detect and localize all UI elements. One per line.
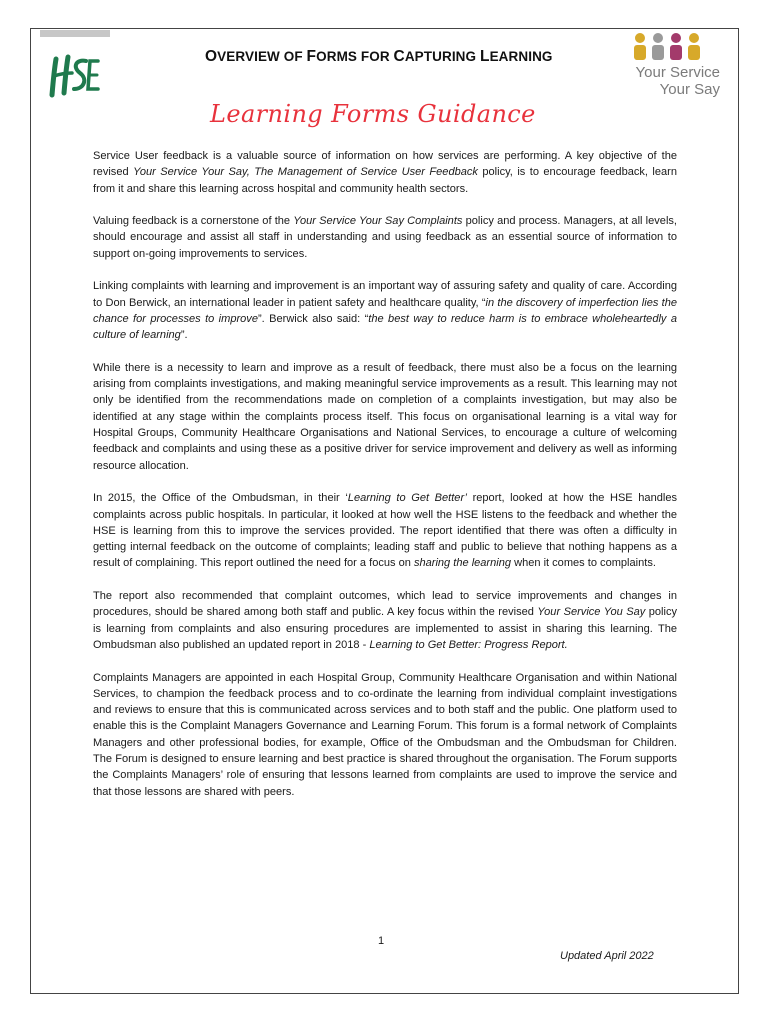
emphasis-text: the best way to reduce harm is to embrace wholeheartedly a culture of learning — [93, 312, 677, 342]
paragraph — [93, 670, 677, 800]
hse-logo — [40, 30, 110, 100]
emphasis-text: sharing the learning — [413, 557, 512, 570]
text-run: Service User feedback is a valuable source of information on how services are performing. A key objective of the revised — [93, 150, 677, 179]
text-run: policy is learning from complaints and also ensuring procedures are implemented to assist in sharing this learning. The Ombudsman also published an updated report in 2018 - — [93, 606, 678, 651]
text-run: policy and process. Managers, at all levels, should encourage and assist all staff in understanding and using feedback as an essential source of information to support on-going improvements to services. — [93, 215, 677, 260]
guidance-title: Learning Forms Guidance — [210, 100, 536, 128]
emphasis-text: in the discovery of imperfection lies the chance for processes to improve — [93, 296, 677, 325]
paragraph — [93, 278, 677, 343]
text-run: ”. Berwick also said: “ — [257, 312, 369, 325]
brand-line-2: Your Say — [659, 81, 720, 98]
title-part-1: OVERVIEW OF — [205, 48, 307, 65]
paragraph — [93, 588, 677, 653]
text-run: The report also recommended that complaint outcomes, which lead to service improvements and changes in procedures, should be shared among both staff and public. A key focus within the revised — [93, 590, 677, 619]
paragraph — [93, 360, 677, 474]
text-run: policy, is to encourage feedback, learn from it and share this learning across hospital and community health sectors. — [93, 166, 677, 195]
text-run: report, looked at how the HSE handles complaints across public hospitals. In particular, it looked at how well the HSE listens to the feedback and whether the HSE is learning from this to improve the services provided. The report identified that there was often a difficulty in getting internal feedback on the outcome of complaints; leading staff and public to believe that nothing happens as a result of complaining. This report outlined the need for a focus on — [93, 492, 677, 570]
people-icon — [630, 32, 710, 62]
page-title — [205, 48, 553, 66]
text-run: While there is a necessity to learn and improve as a result of feedback, there must also be a focus on the learning arising from complaints investigations, and making meaningful service improvements as a result. This learning may not only be identified from the recommendations made on completion of a complaints investigation, but may also be identified at any stage within the complaints process itself. This focus on organisational learning is a vital way for Hospital Groups, Community Healthcare Organisations and National Services, to encourage a culture of welcoming feedback and complaints and using these as a positive driver for service improvement and delivery as well as informing resource allocation. — [93, 361, 677, 472]
title-part-2: FORMS FOR — [306, 48, 394, 65]
brand-line-1: Your Service — [635, 64, 720, 81]
title-part-3: CAPTURING — [393, 48, 480, 65]
text-run: Valuing feedback is a cornerstone of the — [93, 215, 294, 228]
text-run: In 2015, the Office of the Ombudsman, in their ‘ — [93, 492, 348, 505]
emphasis-text: Your Service Your Say Complaints — [293, 215, 463, 228]
emphasis-text: Your Service Your Say, The Management of Service User Feedback — [133, 166, 478, 179]
paragraph — [93, 490, 677, 571]
your-service-your-say-logo — [610, 30, 725, 102]
title-part-4: LEARNING — [479, 48, 553, 65]
emphasis-text: Your Service You Say — [537, 606, 646, 619]
hse-logo-icon — [46, 51, 104, 99]
page-number: 1 — [378, 935, 385, 947]
emphasis-text: Learning to Get Better’ — [347, 492, 467, 505]
text-run: Linking complaints with learning and improvement is an important way of assuring safety and quality of care. According to Don Berwick, an international leader in patient safety and healthcare quality, “ — [93, 280, 677, 309]
brand-text — [620, 64, 720, 98]
text-run: when it comes to complaints. — [511, 557, 656, 570]
text-run: Complaints Managers are appointed in each Hospital Group, Community Healthcare Organisation and within National Services, to champion the feedback process and to co-ordinate the learning from individual complaint investigations and reviews to ensure that this is communicated across services and to both staff and the public. One platform used to enable this is the Complaint Managers Governance and Learning Forum. This forum is a formal network of Complaints Managers and other professional bodies, for example, Office of the Ombudsman and the Ombudsman for Children. The Forum is designed to ensure learning and best practice is shared throughout the organisation. The Forum supports the Complaints Managers’ role of ensuring that lessons learned from complaints are used to improve the service and that those lessons are shared with peers. — [93, 671, 677, 798]
paragraph — [93, 213, 677, 262]
emphasis-text: Learning to Get Better: Progress Report. — [369, 638, 568, 651]
paragraph — [93, 148, 677, 197]
text-run: ”. — [180, 329, 188, 342]
updated-date: Updated April 2022 — [560, 950, 654, 962]
body-text — [93, 148, 677, 816]
